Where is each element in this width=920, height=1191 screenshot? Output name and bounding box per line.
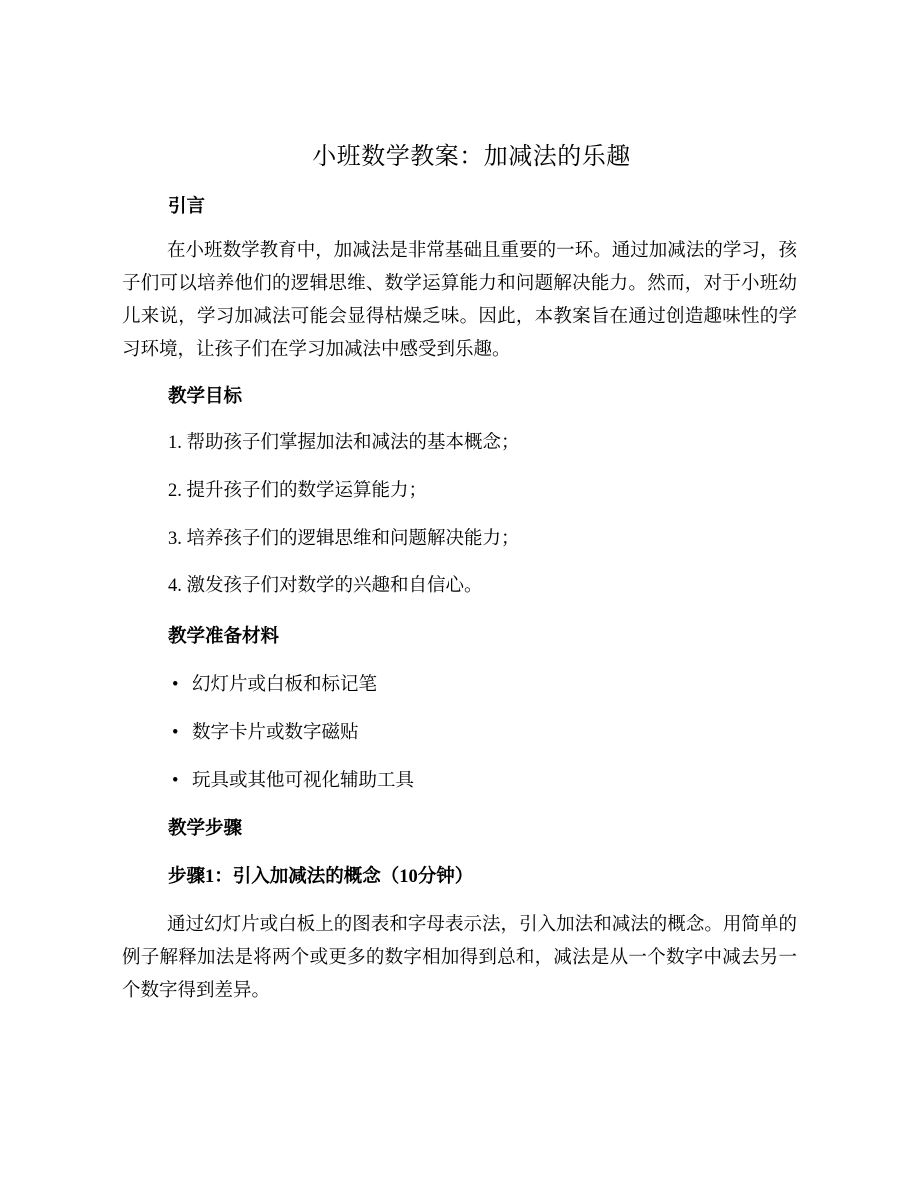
material-item-3: [122, 768, 797, 794]
intro-paragraph: 在小班数学教育中，加减法是非常基础且重要的一环。通过加减法的学习，孩子们可以培养他们的逻辑思维、数学运算能力和问题解决能力。然而，对于小班幼儿来说，学习加减法可能会显得枯燥乏味。因此，本教案旨在通过创造趣味性的学习环境，让孩子们在学习加减法中感受到乐趣。: [122, 241, 797, 360]
material-item-label: 数字卡片或数字磁贴: [192, 723, 359, 743]
goals-heading: 教学目标: [168, 387, 243, 407]
materials-heading: 教学准备材料: [168, 627, 280, 647]
material-item-label: 玩具或其他可视化辅助工具: [192, 771, 415, 791]
page-title: 小班数学教案：加减法的乐趣: [312, 144, 631, 170]
material-item-2: [122, 720, 797, 746]
material-item-label: 幻灯片或白板和标记笔: [192, 675, 378, 695]
bullet-icon: •: [172, 675, 179, 695]
step1-heading: 步骤1：引入加减法的概念（10分钟）: [168, 867, 474, 887]
goal-item-3: 3. 培养孩子们的逻辑思维和问题解决能力；: [168, 529, 520, 549]
intro-heading: 引言: [168, 197, 206, 217]
step1-paragraph: 通过幻灯片或白板上的图表和字母表示法，引入加法和减法的概念。用简单的例子解释加法是将两个或更多的数字相加得到总和，减法是从一个数字中减去另一个数字得到差异。: [122, 915, 797, 1001]
steps-heading: 教学步骤: [168, 819, 243, 839]
bullet-icon: •: [172, 771, 179, 791]
material-item-1: [122, 672, 797, 698]
goal-item-2: 2. 提升孩子们的数学运算能力；: [168, 481, 428, 501]
goal-item-1: 1. 帮助孩子们掌握加法和减法的基本概念；: [168, 433, 520, 453]
bullet-icon: •: [172, 723, 179, 743]
goal-item-4: 4. 激发孩子们对数学的兴趣和自信心。: [168, 576, 483, 596]
